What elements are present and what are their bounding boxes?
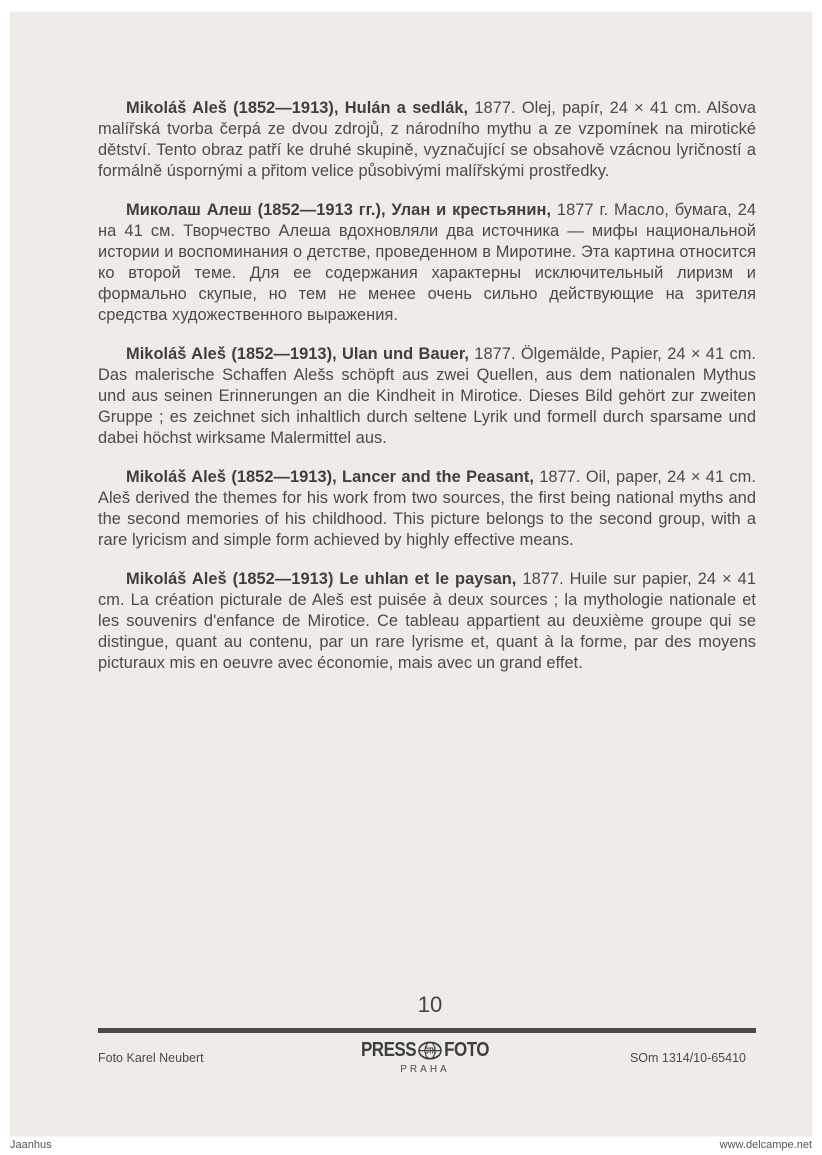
logo-subtitle: PRAHA	[400, 1064, 450, 1075]
watermark-left: Jaanhus	[10, 1139, 52, 1151]
body-english: 1877. Oil, paper, 24 × 41 cm. Aleš derived the themes for his work from two sources, the first being national myths and the second memories of his childhood. This picture belongs to the second group, with a rare lyricism and simple form achieved by highly effective means.	[98, 468, 756, 549]
heading-czech: Mikoláš Aleš (1852—1913), Hulán a sedlák,	[126, 99, 469, 117]
logo-text-press: PRESS	[360, 1038, 417, 1061]
page-number: 10	[417, 992, 443, 1017]
description-russian	[98, 200, 756, 326]
globe-icon	[418, 1041, 442, 1059]
description-english	[98, 467, 756, 551]
logo-text-foto: FOTO	[444, 1038, 490, 1061]
body-german: 1877. Ölgemälde, Papier, 24 × 41 cm. Das malerische Schaffen Alešs schöpft aus zwei Quellen, aus dem nationalen Mythus und aus seinen Erinnerungen an die Kindheit in Mirotice. Dieses Bild gehört zur zweiten Gruppe ; es zeichnet sich inhaltlich durch seltene Lyrik und formell durch sparsame und dabei höchst wirksame Malermittel aus.	[98, 345, 757, 447]
heading-english: Mikoláš Aleš (1852—1913), Lancer and the Peasant,	[126, 468, 534, 486]
description-french	[98, 569, 756, 674]
description-german	[98, 344, 756, 449]
postcard-back	[10, 12, 812, 1136]
body-russian: 1877 г. Масло, бумага, 24 на 41 см. Творчество Алеша вдохновляли два источника — мифы национальной истории и воспоминания о детстве, проведенном в Миротине. Эта картина относится ко второй теме. Для ее содержания характерны исключительный лиризм и формально скупые, но тем не менее очень сильно действующие на зрителя средства художественного выражения.	[98, 201, 756, 324]
heading-german: Mikoláš Aleš (1852—1913), Ulan und Bauer,	[126, 345, 469, 363]
photo-credit: Foto Karel Neubert	[98, 1051, 204, 1065]
description-czech	[98, 98, 756, 182]
heading-french: Mikoláš Aleš (1852—1913) Le uhlan et le paysan,	[126, 570, 517, 588]
description-text-block	[98, 98, 756, 692]
catalog-number: SOm 1314/10-65410	[629, 1051, 746, 1065]
logo-globe-text: ČTK	[424, 1046, 437, 1056]
heading-russian: Миколаш Алеш (1852—1913 гг.), Улан и крестьянин,	[126, 201, 552, 219]
footer-divider	[98, 1028, 756, 1033]
body-french: 1877. Huile sur papier, 24 × 41 cm. La création picturale de Aleš est puisée à deux sources ; la mythologie nationale et les souvenirs d'enfance de Mirotice. Ce tableau appartient au deuxième groupe qui se distingue, quant au contenu, par un rare lyrisme et, quant à la forme, par des moyens picturaux mis en oeuvre avec économie, mais avec un grand effet.	[98, 570, 756, 672]
pressfoto-logo	[360, 1040, 490, 1075]
body-czech: 1877. Olej, papír, 24 × 41 cm. Alšova malířská tvorba čerpá ze dvou zdrojů, z národního mythu a ze vzpomínek na mirotické dětství. Tento obraz patří ke druhé skupině, vyznačující se obsahově vzácnou lyričností a formálně úspornými a přitom velice působivými malířskými prostředky.	[98, 99, 756, 180]
watermark-right: www.delcampe.net	[719, 1139, 812, 1151]
